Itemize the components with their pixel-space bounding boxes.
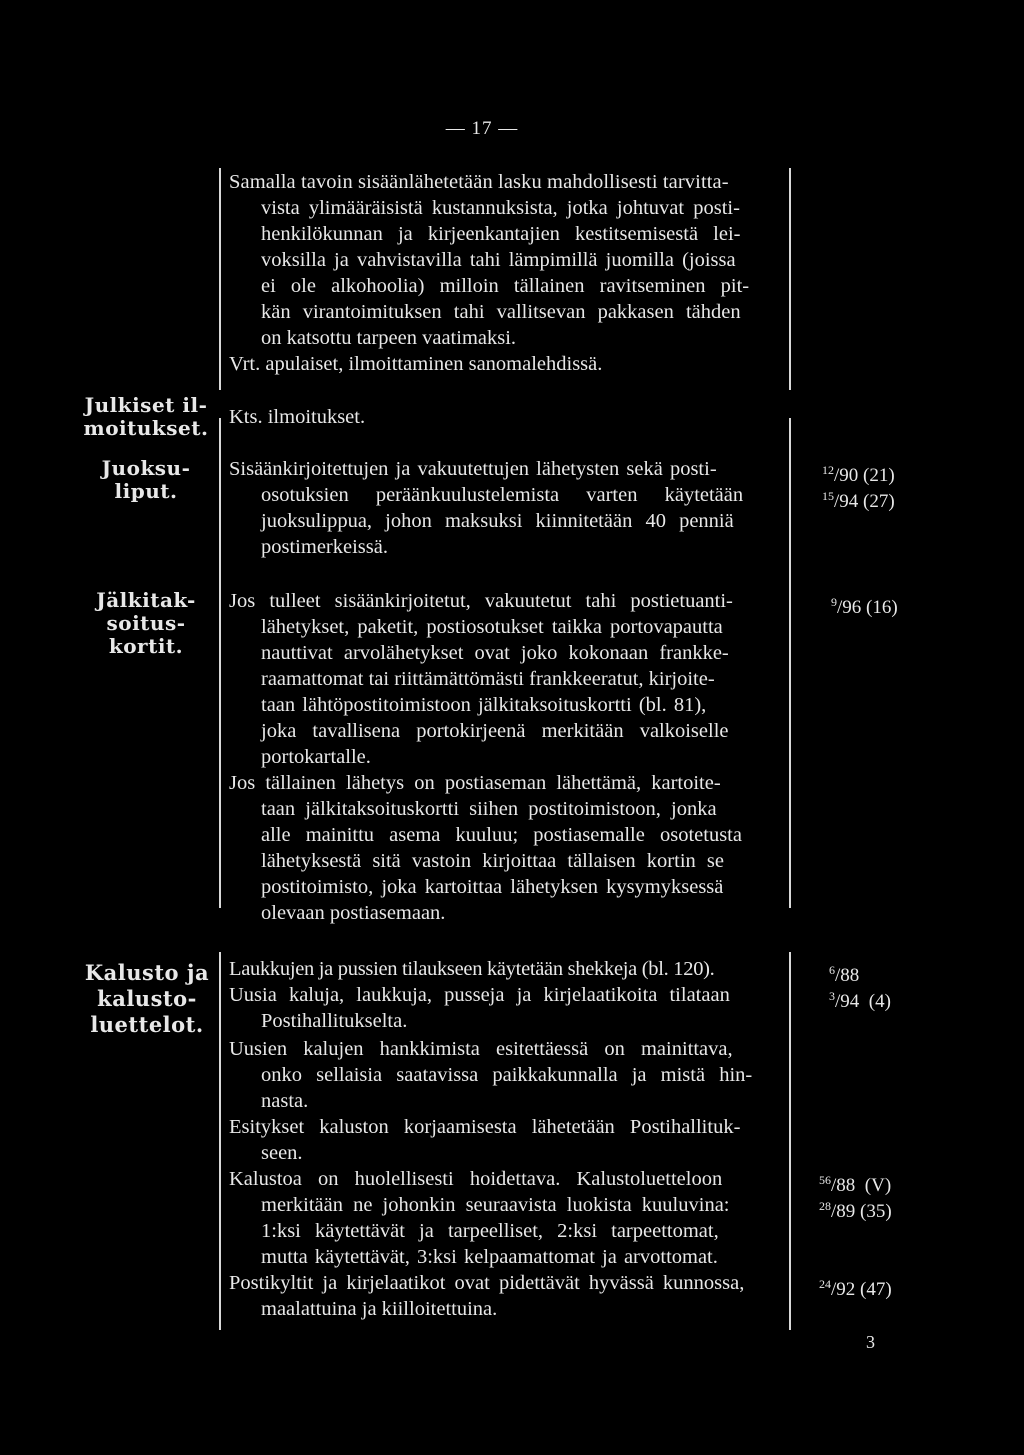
margin-rule-right: [789, 168, 791, 390]
text-line: taan jälkitaksoituskortti siihen postitoimistoon, jonka: [261, 798, 717, 820]
ref-num: 3: [829, 989, 835, 1003]
margin-heading-line: Julkiset il- moitukset.: [83, 393, 209, 440]
ref-note: (V): [864, 1175, 892, 1196]
ref-num: 15: [822, 489, 834, 503]
reference: [831, 590, 898, 620]
ref-den: /96: [837, 597, 862, 618]
margin-heading-juoksuliput: [76, 457, 216, 503]
text-line: nauttivat arvolähetykset ovat joko kokonaan frankke-: [261, 642, 729, 664]
ref-num: 6: [829, 963, 835, 977]
ref-note: (16): [866, 597, 898, 618]
ref-note: (21): [863, 465, 895, 486]
text-line: Samalla tavoin sisäänlähetetään lasku mahdollisesti tarvitta-: [229, 171, 729, 193]
text-line: Postihallitukselta.: [261, 1010, 408, 1032]
text-line: onko sellaisia saatavissa paikkakunnalla ja mistä hin-: [261, 1064, 753, 1086]
reference: [829, 984, 891, 1014]
ref-den: /90: [834, 465, 859, 486]
text-line: Uusia kaluja, laukkuja, pusseja ja kirjelaatikoita tilataan: [229, 984, 730, 1006]
margin-heading-jalkitaksoituskortit: [76, 589, 216, 658]
text-line: Laukkujen ja pussien tilaukseen käytetään shekkeja (bl. 120).: [229, 958, 715, 980]
ref-num: 24: [819, 1277, 831, 1291]
text-line: joka tavallisena portokirjeenä merkitään valkoiselle: [261, 720, 729, 742]
ref-note: (27): [863, 491, 895, 512]
text-line: vista ylimääräisistä kustannuksista, jotka johtuvat posti-: [261, 197, 740, 219]
ref-num: 56: [819, 1173, 831, 1187]
ref-den: /94: [835, 991, 860, 1012]
reference: [822, 484, 895, 514]
text-line: mutta käytettävät, 3:ksi kelpaamattomat ja arvottomat.: [261, 1246, 718, 1268]
text-line: Vrt. apulaiset, ilmoittaminen sanomalehdissä.: [229, 353, 603, 375]
text-line: postimerkeissä.: [261, 536, 388, 558]
text-line: Sisäänkirjoitettujen ja vakuutettujen lähetysten sekä posti-: [229, 458, 717, 480]
margin-heading-kalusto-ja-kalustoluettelot: [72, 960, 222, 1038]
margin-heading-julkiset-ilmoitukset: [76, 394, 216, 440]
ref-num: 28: [819, 1199, 831, 1213]
text-line: alle mainittu asema kuuluu; postiasemalle osotetusta: [261, 824, 742, 846]
text-line: henkilökunnan ja kirjeenkantajien kestitsemisestä lei-: [261, 223, 741, 245]
text-line: merkitään ne johonkin seuraavista luokista kuuluvina:: [261, 1194, 730, 1216]
reference: [819, 1272, 892, 1302]
ref-den: /94: [834, 491, 859, 512]
text-line: voksilla ja vahvistavilla tahi lämpimillä juomilla (joissa: [261, 249, 736, 271]
ref-den: /92: [831, 1279, 856, 1300]
text-line: olevaan postiasemaan.: [261, 902, 446, 924]
margin-rule-right: [789, 418, 791, 908]
signature-mark: 3: [866, 1332, 875, 1352]
text-line: Kalustoa on huolellisesti hoidettava. Kalustoluetteloon: [229, 1168, 723, 1190]
ref-den: /88: [835, 965, 860, 986]
text-line: taan lähtöpostitoimistoon jälkitaksoituskortti (bl. 81),: [261, 694, 707, 716]
reference: [819, 1194, 892, 1224]
margin-rule-right: [789, 952, 791, 1330]
text-line: seen.: [261, 1142, 303, 1164]
text-line: raamattomat tai riittämättömästi frankkeeratut, kirjoite-: [261, 668, 715, 690]
text-line: nasta.: [261, 1090, 309, 1112]
text-line: juoksulippua, johon maksuksi kiinnitetään 40 penniä: [261, 510, 734, 532]
page-number: — 17 —: [445, 118, 519, 139]
text-line: Postikyltit ja kirjelaatikot ovat pidettävät hyvässä kunnossa,: [229, 1272, 745, 1294]
text-line: maalattuina ja kiilloitettuina.: [261, 1298, 498, 1320]
ref-note: (35): [860, 1201, 892, 1222]
text-line: Esitykset kaluston korjaamisesta lähetetään Postihallituk-: [229, 1116, 741, 1138]
text-line: 1:ksi käytettävät ja tarpeelliset, 2:ksi tarpeettomat,: [261, 1220, 719, 1242]
ref-den: /88: [831, 1175, 856, 1196]
margin-heading-line: Kalusto ja kalusto- luettelot.: [84, 960, 210, 1037]
text-line: postitoimisto, joka kartoittaa lähetyksen kysymyksessä: [261, 876, 724, 898]
ref-num: 9: [831, 595, 837, 609]
margin-heading-line: Jälkitak- soitus- kortit.: [96, 588, 196, 658]
ref-note: (47): [860, 1279, 892, 1300]
ref-den: /89: [831, 1201, 856, 1222]
text-line: lähetykset, paketit, postiosotukset taikka portovapautta: [261, 616, 723, 638]
text-line: kän virantoimituksen tahi vallitsevan pakkasen tähden: [261, 301, 741, 323]
text-line: on katsottu tarpeen vaatimaksi.: [261, 327, 517, 349]
ref-note: (4): [868, 991, 891, 1012]
text-line: lähetyksestä sitä vastoin kirjoittaa tällaisen kortin se: [261, 850, 724, 872]
text-line: Kts. ilmoitukset.: [229, 406, 366, 428]
text-line: Uusien kalujen hankkimista esitettäessä on mainittava,: [229, 1038, 733, 1060]
text-line: Jos tällainen lähetys on postiaseman lähettämä, kartoite-: [229, 772, 721, 794]
margin-rule-left: [219, 168, 221, 390]
margin-heading-line: Juoksu- liput.: [101, 456, 191, 503]
margin-rule-left: [219, 418, 221, 908]
text-line: ei ole alkohoolia) milloin tällainen ravitseminen pit-: [261, 275, 750, 297]
ref-num: 12: [822, 463, 834, 477]
text-line: osotuksien peräänkuulustelemista varten käytetään: [261, 484, 744, 506]
text-line: portokartalle.: [261, 746, 371, 768]
text-line: Jos tulleet sisäänkirjoitetut, vakuutetut tahi postietuanti-: [229, 590, 733, 612]
